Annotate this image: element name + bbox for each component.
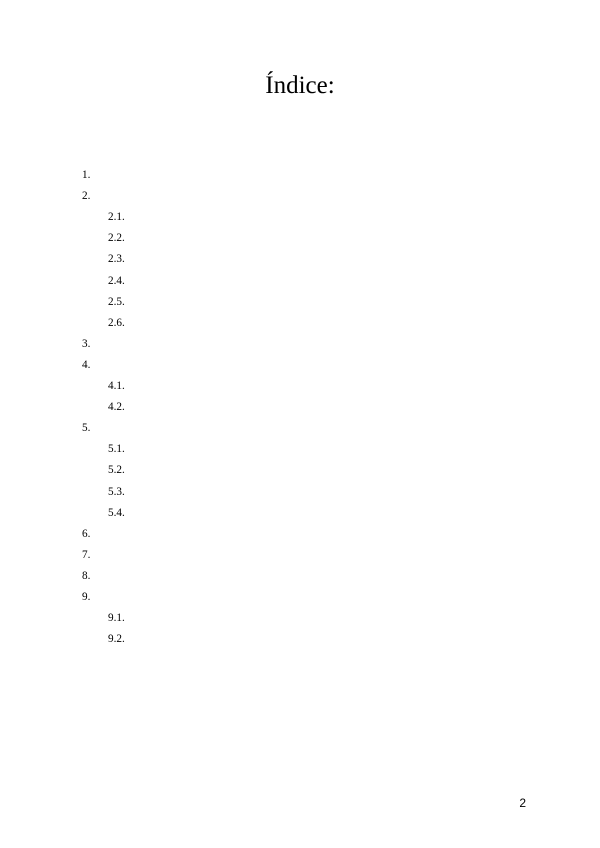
page-title: Índice: (265, 72, 335, 99)
toc-entry-number: 8. (82, 569, 91, 582)
toc-entry (0, 166, 600, 184)
toc-entry-number: 6. (82, 527, 91, 540)
toc-entry-number: 9.2. (108, 633, 125, 646)
toc-entry (0, 525, 600, 543)
toc-entry-number: 2.4. (108, 274, 125, 287)
toc-entry (0, 567, 600, 585)
toc-entry (0, 250, 600, 268)
toc-entry-number: 4. (82, 358, 91, 371)
toc-entry (0, 187, 600, 205)
toc-entry (0, 377, 600, 395)
toc-entry (0, 293, 600, 311)
toc-entry (0, 504, 600, 522)
toc-entry-number: 3. (82, 337, 91, 350)
toc-entry (0, 419, 600, 437)
toc-entry (0, 229, 600, 247)
toc-entry-number: 5.1. (108, 443, 125, 456)
toc-entry-number: 4.1. (108, 380, 125, 392)
toc-entry (0, 546, 600, 564)
toc-entry-number: 5.3. (108, 485, 125, 498)
page-number: 2 (519, 796, 526, 810)
toc-entry (0, 314, 600, 332)
toc-entry (0, 208, 600, 226)
toc-entry-number: 5.4. (108, 506, 125, 519)
toc-entry-number: 2.5. (108, 295, 125, 308)
toc-entry-number: 2.1. (108, 211, 125, 224)
toc-entry-number: 9.1. (108, 612, 125, 625)
toc-entry (0, 398, 600, 416)
toc-entry (0, 609, 600, 627)
toc-entry-number: 2. (82, 190, 91, 203)
toc-entry (0, 483, 600, 501)
toc-entry-number: 9. (82, 591, 91, 603)
toc-entry (0, 588, 600, 606)
toc-entry-number: 4.2. (108, 401, 125, 414)
toc-entry-number: 2.2. (108, 232, 125, 245)
toc-entry (0, 630, 600, 648)
toc-entry (0, 461, 600, 479)
toc-entry-number: 1. (82, 169, 91, 181)
toc-entry-number: 5.2. (108, 464, 125, 477)
toc-entry (0, 272, 600, 290)
toc-entry-number: 2.3. (108, 253, 125, 266)
toc-entry (0, 356, 600, 374)
toc-entry-number: 7. (82, 548, 91, 561)
toc-entry-number: 5. (82, 422, 91, 435)
toc-entry-number: 2.6. (108, 316, 125, 329)
toc-entry (0, 440, 600, 458)
toc-entry (0, 335, 600, 353)
